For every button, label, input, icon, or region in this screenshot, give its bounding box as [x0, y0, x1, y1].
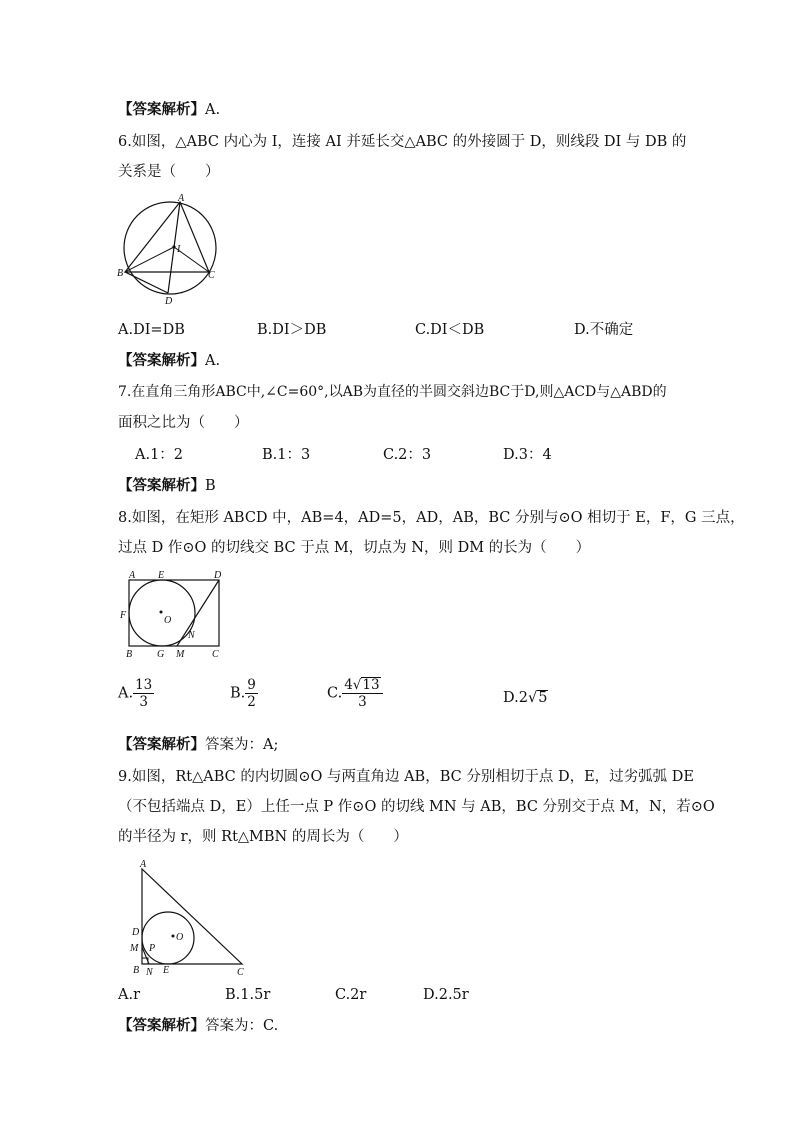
- triangle-abc: [142, 869, 242, 964]
- rectangle-abcd: [129, 580, 219, 646]
- fraction: [245, 677, 258, 710]
- label-d: D: [165, 296, 173, 307]
- q8-text-line2: 过点 D 作⊙O 的切线交 BC 于点 M，切点为 N，则 DM 的长为（ ）: [118, 540, 591, 556]
- radicand: 5: [538, 690, 548, 706]
- fraction: [133, 677, 154, 710]
- q9-figure-right-triangle: [118, 855, 248, 980]
- label-n: N: [188, 630, 195, 641]
- answer-q9: [118, 1016, 278, 1036]
- denominator: 2: [247, 694, 256, 710]
- label-a: A: [140, 859, 147, 870]
- incircle: [142, 912, 194, 964]
- q9-option-b: B.1.5r: [225, 987, 271, 1003]
- answer-text: A.: [205, 102, 221, 118]
- q8-text-line1: 8.如图，在矩形 ABCD 中，AB=4，AD=5，AD，AB，BC 分别与⊙O 相切于 E，F，G 三点，: [118, 510, 745, 526]
- label-c: C: [208, 270, 215, 281]
- label-n: N: [146, 967, 153, 978]
- q6-figure-circle-triangle: [115, 192, 225, 308]
- q6-option-a: A.DI=DB: [118, 322, 185, 338]
- label-a: A: [178, 193, 185, 204]
- q9-option-c: C.2r: [335, 987, 367, 1003]
- triangle-abc: [125, 202, 209, 272]
- radicand: 13: [362, 677, 380, 693]
- label-e: E: [158, 570, 165, 581]
- option-letter: A.: [118, 685, 134, 702]
- label-m: M: [176, 649, 185, 660]
- line-bd: [125, 272, 168, 293]
- q9-option-d: D.2.5r: [423, 987, 469, 1003]
- label-o: O: [176, 932, 184, 943]
- q6-option-d: D.不确定: [574, 322, 634, 338]
- answer-text: B: [205, 478, 216, 494]
- option-letter: C.: [327, 685, 343, 702]
- label-f: F: [120, 610, 127, 621]
- label-a: A: [129, 570, 136, 581]
- answer-label: 【答案解析】: [118, 102, 205, 118]
- fraction: [342, 677, 382, 710]
- point-i: [172, 245, 175, 248]
- q7-text-line1: 7.在直角三角形ABC中,∠C=60°,以AB为直径的半圆交斜边BC于D,则△ACD与△ABD的: [118, 384, 667, 400]
- q6-option-b: B.DI＞DB: [257, 322, 327, 338]
- label-g: G: [157, 649, 165, 660]
- label-c: C: [212, 649, 219, 660]
- q8-option-c: [327, 677, 383, 710]
- q8-option-d: D.2√5: [503, 690, 548, 706]
- label-e: E: [163, 965, 170, 976]
- q8-figure-rectangle-circle: [118, 568, 230, 660]
- q6-text-line1: 6.如图，△ABC 内心为 I，连接 AI 并延长交△ABC 的外接圆于 D，则线段 DI 与 DB 的: [118, 134, 687, 150]
- label-b: B: [126, 649, 133, 660]
- q7-option-a: A.1：2: [135, 447, 184, 463]
- q7-option-c: C.2：3: [383, 447, 432, 463]
- line-dm: [177, 580, 219, 646]
- answer-q8: [118, 735, 278, 755]
- answer-q5: [118, 100, 220, 120]
- point-o: [172, 935, 175, 938]
- numerator: 9: [247, 677, 256, 693]
- option-letter: D.2: [503, 690, 528, 706]
- q6-option-c: C.DI＜DB: [415, 322, 485, 338]
- answer-label: 【答案解析】: [118, 1018, 205, 1034]
- answer-label: 【答案解析】: [118, 737, 205, 753]
- option-letter: B.: [230, 685, 246, 702]
- label-b: B: [117, 268, 124, 279]
- q9-text-line3: 的半径为 r，则 Rt△MBN 的周长为（ ）: [118, 829, 408, 845]
- label-p: P: [149, 943, 156, 954]
- label-i: I: [177, 244, 181, 255]
- numerator: 13: [135, 677, 153, 693]
- label-b: B: [133, 965, 140, 976]
- answer-q7: [118, 476, 216, 496]
- label-c: C: [237, 967, 244, 978]
- label-m: M: [130, 943, 139, 954]
- denominator: 3: [358, 694, 367, 710]
- label-d: D: [132, 927, 140, 938]
- q9-text-line2: （不包括端点 D，E）上任一点 P 作⊙O 的切线 MN 与 AB，BC 分别交于点 M，N，若⊙O: [118, 799, 715, 815]
- answer-text: 答案为：C.: [205, 1018, 279, 1034]
- answer-label: 【答案解析】: [118, 353, 205, 369]
- point-o: [160, 611, 163, 614]
- coefficient: 4: [344, 677, 353, 693]
- numerator: 4√13: [342, 677, 382, 694]
- label-d: D: [214, 570, 222, 581]
- q7-option-b: B.1：3: [262, 447, 311, 463]
- answer-label: 【答案解析】: [118, 478, 205, 494]
- q7-option-d: D.3：4: [503, 447, 552, 463]
- q7-text-line2: 面积之比为（ ）: [118, 415, 249, 431]
- answer-q6: [118, 351, 220, 371]
- line-bi: [125, 247, 174, 272]
- q8-option-b: [230, 677, 258, 710]
- q8-option-a: [118, 677, 154, 710]
- q9-option-a: A.r: [118, 987, 141, 1003]
- answer-text: A.: [205, 353, 221, 369]
- answer-text: 答案为：A;: [205, 737, 279, 753]
- q6-text-line2: 关系是（ ）: [118, 164, 220, 180]
- label-o: O: [164, 615, 172, 626]
- denominator: 3: [139, 694, 148, 710]
- q9-text-line1: 9.如图，Rt△ABC 的内切圆⊙O 与两直角边 AB，BC 分别相切于点 D，E，过劣弧弧 DE: [118, 769, 694, 785]
